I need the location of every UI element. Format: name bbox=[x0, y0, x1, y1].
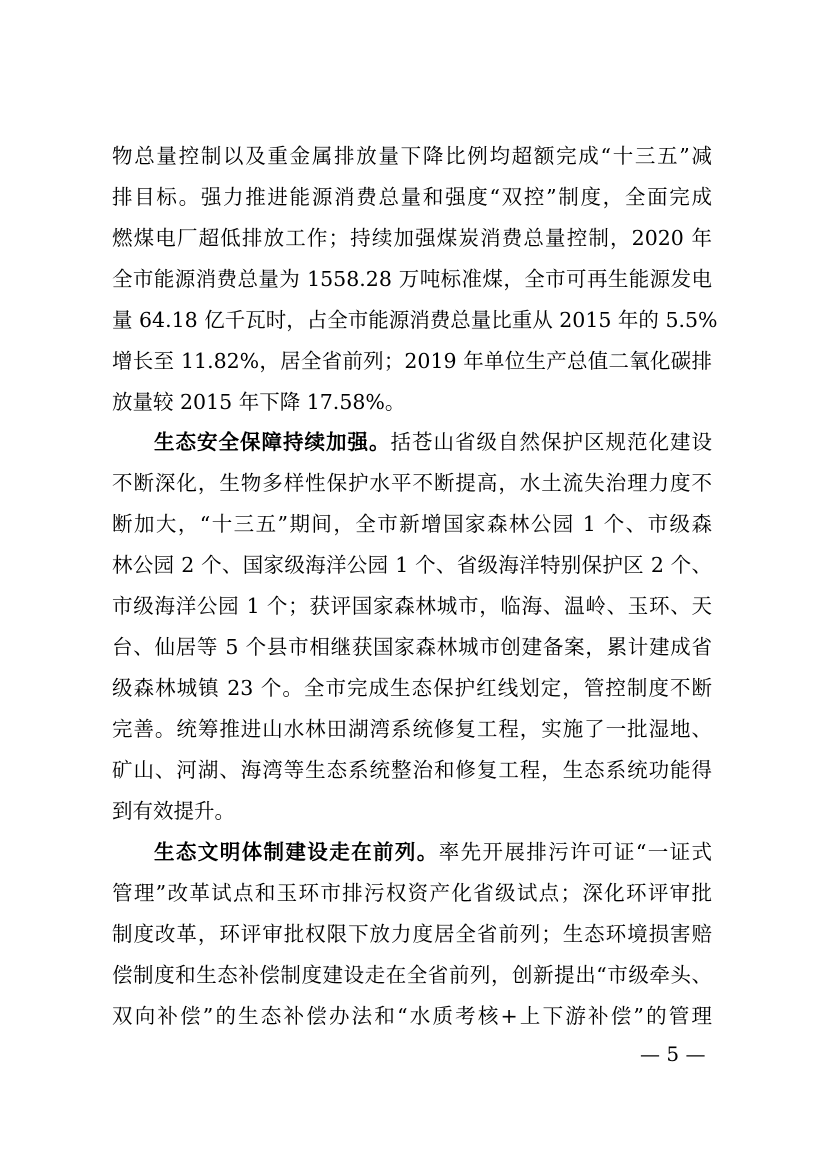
paragraph-1-line-3: 燃煤电厂超低排放工作；持续加强煤炭消费总量控制，2020 年 bbox=[112, 226, 712, 250]
paragraph-3-line-4: 偿制度和生态补偿制度建设走在全省前列，创新提出“市级牵头、 bbox=[112, 963, 712, 987]
paragraph-3-line-5: 双向补偿”的生态补偿办法和“水质考核+上下游补偿”的管理 bbox=[112, 1004, 712, 1028]
paragraph-2-line-3: 断加大，“十三五”期间，全市新增国家森林公园 1 个、市级森 bbox=[112, 512, 712, 536]
paragraph-2-line-5: 市级海洋公园 1 个；获评国家森林城市，临海、温岭、玉环、天 bbox=[112, 594, 712, 618]
paragraph-2-line-6: 台、仙居等 5 个县市相继获国家森林城市创建备案，累计建成省 bbox=[112, 635, 712, 659]
paragraph-3-line-3: 制度改革，环评审批权限下放力度居全省前列；生态环境损害赔 bbox=[112, 922, 712, 946]
paragraph-3-line-1 bbox=[154, 838, 712, 866]
paragraph-1-line-7: 放量较 2015 年下降 17.58%。 bbox=[112, 390, 406, 414]
paragraph-2-line-9: 矿山、河湖、海湾等生态系统整治和修复工程，生态系统功能得 bbox=[112, 758, 712, 782]
paragraph-2-line-4: 林公园 2 个、国家级海洋公园 1 个、省级海洋特别保护区 2 个、 bbox=[112, 553, 712, 577]
paragraph-2-line-1 bbox=[154, 428, 712, 456]
paragraph-2-first-line-text: 括苍山省级自然保护区规范化建设 bbox=[390, 430, 712, 454]
paragraph-2-line-7: 级森林城镇 23 个。全市完成生态保护红线划定，管控制度不断 bbox=[112, 676, 712, 700]
paragraph-2-line-8: 完善。统筹推进山水林田湖湾系统修复工程，实施了一批湿地、 bbox=[112, 717, 712, 741]
paragraph-3-heading: 生态文明体制建设走在前列。 bbox=[154, 840, 439, 864]
page-number: — 5 — bbox=[640, 1042, 706, 1066]
paragraph-2-line-10: 到有效提升。 bbox=[112, 799, 235, 823]
paragraph-3-line-2: 管理”改革试点和玉环市排污权资产化省级试点；深化环评审批 bbox=[112, 881, 712, 905]
paragraph-1-line-4: 全市能源消费总量为 1558.28 万吨标准煤，全市可再生能源发电 bbox=[112, 267, 712, 291]
paragraph-1-line-5: 量 64.18 亿千瓦时，占全市能源消费总量比重从 2015 年的 5.5% bbox=[112, 308, 718, 332]
paragraph-1-line-2: 排目标。强力推进能源消费总量和强度“双控”制度，全面完成 bbox=[112, 185, 712, 209]
paragraph-2-line-2: 不断深化，生物多样性保护水平不断提高，水土流失治理力度不 bbox=[112, 471, 712, 495]
paragraph-1-line-6: 增长至 11.82%，居全省前列；2019 年单位生产总值二氧化碳排 bbox=[112, 349, 712, 373]
paragraph-3-first-line-text: 率先开展排污许可证“一证式 bbox=[438, 840, 713, 864]
paragraph-2-heading: 生态安全保障持续加强。 bbox=[154, 430, 391, 454]
paragraph-1-line-1: 物总量控制以及重金属排放量下降比例均超额完成“十三五”减 bbox=[112, 144, 712, 168]
